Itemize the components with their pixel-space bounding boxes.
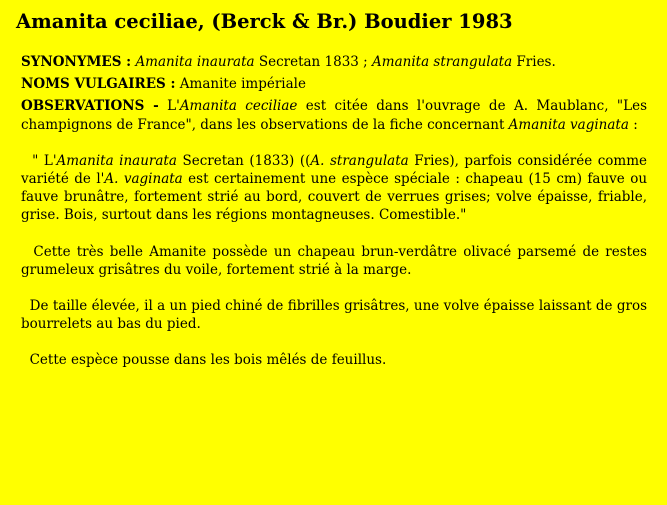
description-paragraph: Cette très belle Amanite possède un chapeau brun-verdâtre olivacé parsemé de restes grumeleux grisâtres du voile, fortement strié à la marge. — [21, 243, 647, 278]
synonym-author: Fries. — [512, 54, 556, 70]
quote-text: Secretan (1833) (( — [176, 152, 311, 169]
quote-text: est certainement une espèce spéciale : chapeau (15 cm) fauve ou fauve brunâtre, fortement strié au bord, couvert de verrues grises; volve épaisse, friable, grise. Bois, surtout dans les régions montagneuses. Comestible." — [21, 171, 648, 224]
synonym-name: Amanita strangulata — [372, 54, 513, 70]
observations-text: est citée dans l'ouvrage de A. Maublanc, "Les champignons de France", dans les observations de la fiche concernant — [21, 98, 648, 133]
species-description — [21, 53, 647, 370]
quote-paragraph — [21, 152, 647, 225]
species-name: Amanita ceciliae — [179, 98, 298, 115]
observations-paragraph — [21, 97, 647, 133]
page-title: Amanita ceciliae, (Berck & Br.) Boudier 1983 — [16, 10, 513, 33]
species-name: Amanita vaginata — [508, 116, 629, 133]
species-name: A. strangulata — [310, 152, 409, 169]
synonym-name: Amanita inaurata — [135, 54, 255, 70]
quote-text: Fries), parfois considérée comme variété de l' — [21, 152, 648, 188]
noms-vulgaires-line — [21, 75, 647, 93]
observations-label: OBSERVATIONS - — [21, 98, 159, 115]
synonymes-line — [21, 53, 647, 71]
synonymes-label: SYNONYMES : — [21, 54, 132, 70]
synonym-author: Secretan 1833 ; — [254, 54, 373, 70]
quote-text: " L' — [21, 152, 57, 169]
species-name: A. vaginata — [104, 171, 183, 188]
observations-text: : — [628, 116, 638, 133]
noms-vulgaires-label: NOMS VULGAIRES : — [21, 76, 176, 93]
habitat-paragraph: Cette espèce pousse dans les bois mêlés de feuillus. — [21, 352, 387, 369]
description-paragraph: De taille élevée, il a un pied chiné de fibrilles grisâtres, une volve épaisse laissant de gros bourrelets au bas du pied. — [21, 298, 647, 333]
observations-text: L' — [158, 98, 180, 115]
noms-vulgaires-value: Amanite impériale — [175, 76, 306, 93]
species-name: Amanita inaurata — [56, 152, 177, 169]
